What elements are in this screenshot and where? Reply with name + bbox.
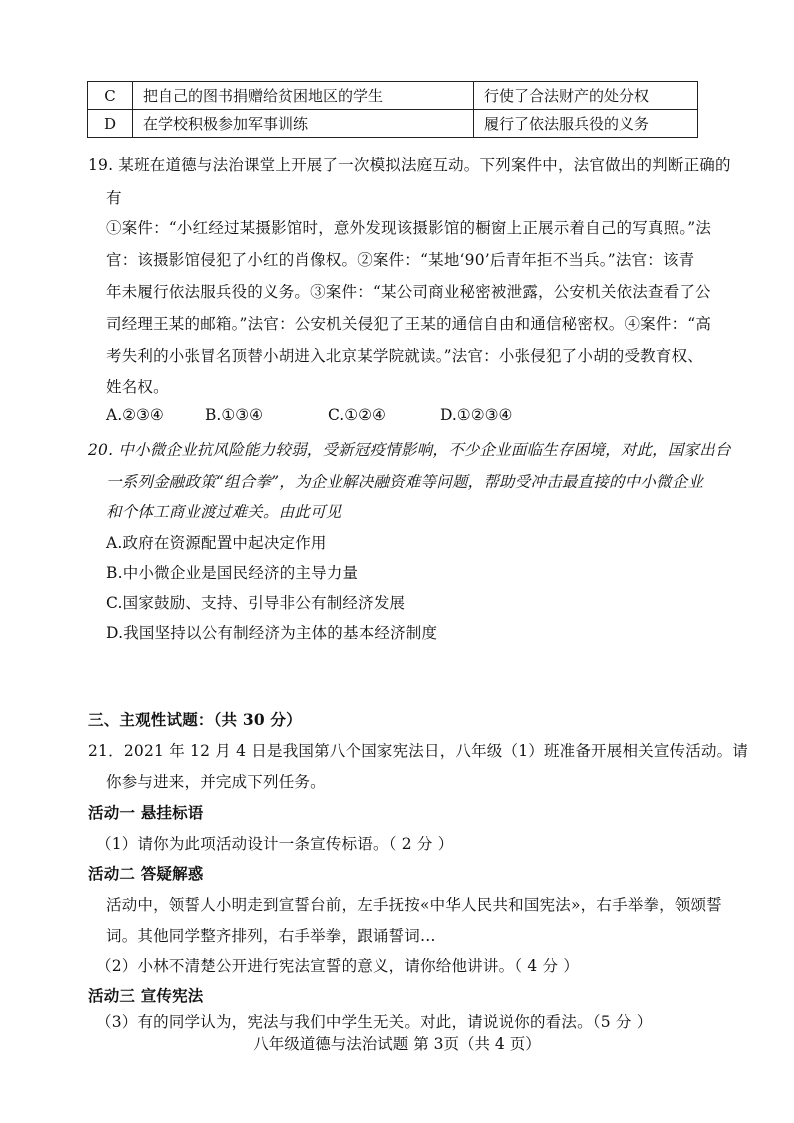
q19-case-line4: 司经理王某的邮箱。”法官：公安机关侵犯了王某的通信自由和通信秘密权。④案件：“高 xyxy=(106,315,712,333)
activity1-question: （1）请你为此项活动设计一条宣传标语。（ 2 分 ） xyxy=(96,835,454,853)
table-row xyxy=(88,82,698,110)
activity2-text-line1: 活动中，领誓人小明走到宣誓台前，左手抚按«中华人民共和国宪法»，右手举拳，领颂誓 xyxy=(106,896,722,914)
q20-option-d: D.我国坚持以公有制经济为主体的基本经济制度 xyxy=(106,624,438,642)
activity2-question: （2）小林不清楚公开进行宪法宣誓的意义，请你给他讲讲。（ 4 分 ） xyxy=(96,957,580,975)
q19-case-line6: 姓名权。 xyxy=(106,378,169,396)
q19-case-line2: 官：该摄影馆侵犯了小红的肖像权。②案件：“某地‘90’后青年拒不当兵。”法官：该青 xyxy=(106,251,695,269)
option-key: D xyxy=(88,110,133,138)
table-row xyxy=(88,110,698,138)
option-action: 在学校积极参加军事训练 xyxy=(133,110,474,138)
q19-option-c: C.①②④ xyxy=(328,406,386,424)
q20-stem-line1: 20. 中小微企业抗风险能力较弱，受新冠疫情影响，不少企业面临生存困境，对此，国家出台 xyxy=(88,441,731,459)
q19-case-line1: ①案件：“小红经过某摄影馆时，意外发现该摄影馆的橱窗上正展示着自己的写真照。”法 xyxy=(106,219,712,237)
option-key: C xyxy=(88,82,133,110)
q19-case-line5: 考失利的小张冒名顶替小胡进入北京某学院就读。”法官：小张侵犯了小胡的受教育权、 xyxy=(106,347,703,365)
q19-case-line3: 年未履行依法服兵役的义务。③案件：“某公司商业秘密被泄露，公安机关依法查看了公 xyxy=(106,283,711,301)
q19-option-d: D.①②③④ xyxy=(440,406,513,424)
q19-option-b: B.①③④ xyxy=(205,406,264,424)
option-action: 把自己的图书捐赠给贫困地区的学生 xyxy=(133,82,474,110)
q21-stem-line2: 你参与进来，并完成下列任务。 xyxy=(106,773,326,791)
q20-option-b: B.中小微企业是国民经济的主导力量 xyxy=(106,564,359,582)
activity2-text-line2: 词。其他同学整齐排列，右手举拳，跟诵誓词… xyxy=(106,927,436,945)
activity3-question: （3）有的同学认为，宪法与我们中学生无关。对此，请说说你的看法。（5 分 ） xyxy=(96,1013,653,1031)
activity1-title: 活动一 悬挂标语 xyxy=(88,803,204,822)
option-result: 履行了依法服兵役的义务 xyxy=(474,110,698,138)
q20-option-a: A.政府在资源配置中起决定作用 xyxy=(106,534,327,552)
activity3-title: 活动三 宣传宪法 xyxy=(88,986,204,1005)
section-title: 三、主观性试题：（共 30 分） xyxy=(88,710,302,729)
q21-stem-line1: 21．2021 年 12 月 4 日是我国第八个国家宪法日，八年级（1）班准备开展相关宣传活动。请 xyxy=(88,742,749,760)
q20-option-c: C.国家鼓励、支持、引导非公有制经济发展 xyxy=(106,594,406,612)
page-footer: 八年级道德与法治试题 第 3页（共 4 页） xyxy=(253,1035,541,1053)
answer-options-table xyxy=(87,81,698,138)
q20-stem-line2: 一系列金融政策“组合拳”，为企业解决融资难等问题，帮助受冲击最直接的中小微企业 xyxy=(106,473,704,491)
q19-option-a: A.②③④ xyxy=(106,406,164,424)
q20-stem-line3: 和个体工商业渡过难关。由此可见 xyxy=(106,503,342,521)
option-result: 行使了合法财产的处分权 xyxy=(474,82,698,110)
q19-stem-line1: 19. 某班在道德与法治课堂上开展了一次模拟法庭互动。下列案件中，法官做出的判断正确的 xyxy=(88,156,731,174)
activity2-title: 活动二 答疑解惑 xyxy=(88,864,204,883)
q19-stem-line2: 有 xyxy=(106,189,122,207)
